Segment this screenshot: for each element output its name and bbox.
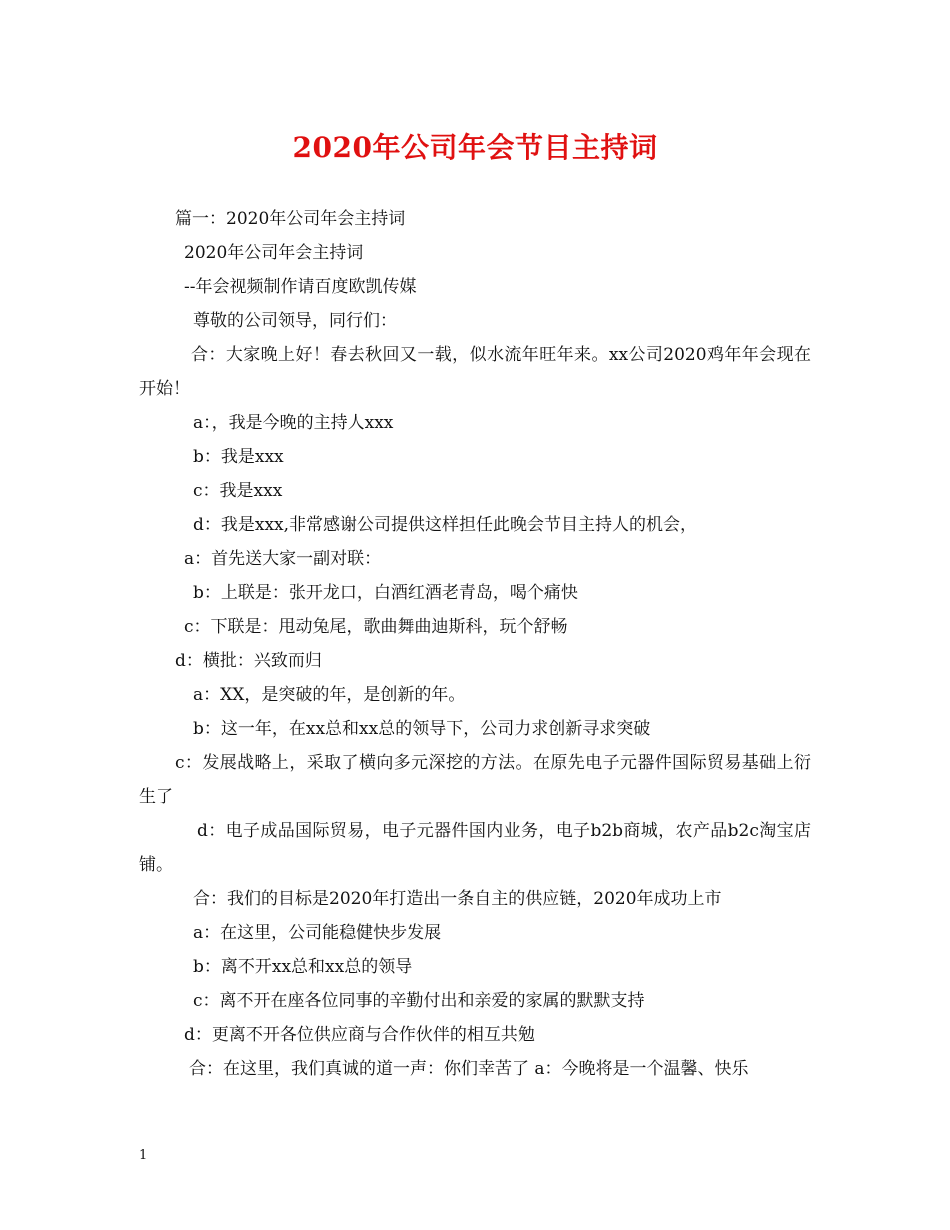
document-body [139,202,811,1086]
paragraph-line: a：首先送大家一副对联： [184,549,382,569]
paragraph-line: b：我是xxx [193,447,284,467]
paragraph-line: a：XX，是突破的年，是创新的年。 [193,685,466,705]
paragraph-line: d：电子成品国际贸易，电子元器件国内业务，电子b2b商城，农产品b2c淘宝店铺。 [139,821,811,875]
paragraph-line: a：，我是今晚的主持人xxx [193,413,394,433]
page-number: 1 [139,1148,148,1163]
paragraph-line: c：离不开在座各位同事的辛勤付出和亲爱的家属的默默支持 [193,991,645,1011]
paragraph-line: 合：大家晚上好！春去秋回又一载，似水流年旺年来。xx公司2020鸡年年会现在开始！ [139,345,811,399]
paragraph-line: a：在这里，公司能稳健快步发展 [193,923,442,943]
paragraph-line: 合：我们的目标是2020年打造出一条自主的供应链，2020年成功上市 [193,889,722,909]
paragraph-line: 合：在这里，我们真诚的道一声：你们幸苦了 a：今晚将是一个温馨、快乐 [189,1059,749,1079]
paragraph-line: c：发展战略上，采取了横向多元深挖的方法。在原先电子元器件国际贸易基础上衍生了 [139,753,811,807]
document-title: 2020年公司年会节目主持词 [292,131,658,164]
paragraph-line: b：这一年，在xx总和xx总的领导下，公司力求创新寻求突破 [193,719,651,739]
paragraph-line: c：我是xxx [193,481,283,501]
paragraph-line: 尊敬的公司领导，同行们： [193,311,397,331]
paragraph-line: --年会视频制作请百度欧凯传媒 [184,277,417,297]
paragraph-line: 2020年公司年会主持词 [184,243,364,263]
paragraph-line: b：上联是：张开龙口，白酒红酒老青岛，喝个痛快 [193,583,578,603]
paragraph-line: d：更离不开各位供应商与合作伙伴的相互共勉 [184,1025,535,1045]
paragraph-line: 篇一：2020年公司年会主持词 [175,209,406,229]
paragraph-line: d：横批：兴致而归 [175,651,322,671]
paragraph-line: b：离不开xx总和xx总的领导 [193,957,413,977]
paragraph-line: d：我是xxx,非常感谢公司提供这样担任此晚会节目主持人的机会， [193,515,698,535]
paragraph-line: c：下联是：甩动兔尾，歌曲舞曲迪斯科，玩个舒畅 [184,617,568,637]
